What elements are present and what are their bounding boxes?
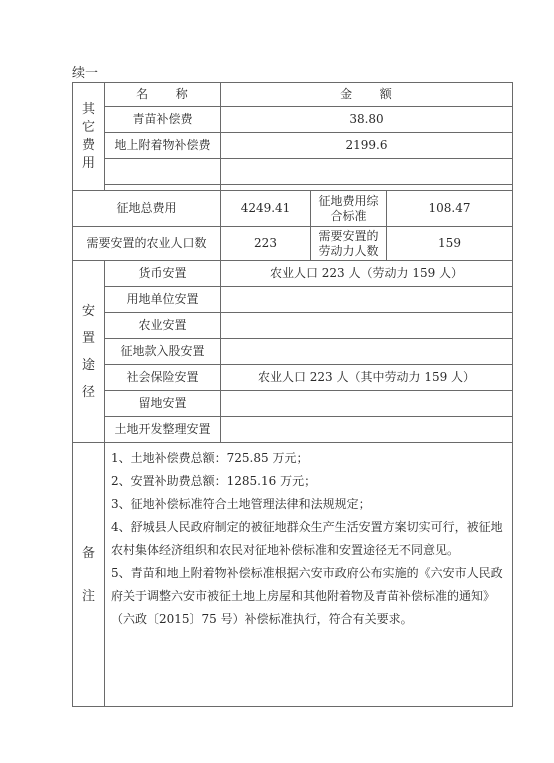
resettlement-row — [73, 391, 513, 417]
fees-header-row — [73, 83, 513, 107]
standard-label: 征地费用综合标准 — [311, 191, 387, 227]
resettlement-row — [73, 365, 513, 391]
resettlement-method: 土地开发整理安置 — [105, 417, 221, 443]
fee-name: 青苗补偿费 — [105, 107, 221, 133]
resettlement-detail: 农业人口 223 人（其中劳动力 159 人） — [221, 365, 513, 391]
resettlement-method: 征地款入股安置 — [105, 339, 221, 365]
fee-name: 地上附着物补偿费 — [105, 133, 221, 159]
resettlement-method: 留地安置 — [105, 391, 221, 417]
labor-value: 159 — [387, 227, 513, 261]
farm-population-value: 223 — [221, 227, 311, 261]
resettlement-detail — [221, 313, 513, 339]
note-item: 5、青苗和地上附着物补偿标准根据六安市政府公布实施的《六安市人民政府关于调整六安市被征土地上房屋和其他附着物及青苗补偿标准的通知》（六政〔2015〕75 号）补偿标准执行，符合有关要求。 — [111, 566, 503, 626]
farm-population-label: 需要安置的农业人口数 — [73, 227, 221, 261]
resettlement-detail — [221, 391, 513, 417]
resettlement-method: 社会保险安置 — [105, 365, 221, 391]
resettlement-row — [73, 261, 513, 287]
fee-amount: 38.80 — [221, 107, 513, 133]
continued-label: 续一 — [72, 66, 99, 81]
resettlement-method: 农业安置 — [105, 313, 221, 339]
fee-amount — [221, 159, 513, 185]
note-item: 3、征地补偿标准符合土地管理法律和法规规定； — [111, 497, 371, 511]
total-fee-label: 征地总费用 — [73, 191, 221, 227]
resettlement-detail — [221, 417, 513, 443]
other-fees-section-label: 其 它 费 用 — [73, 83, 105, 191]
note-item: 2、安置补助费总额：1285.16 万元； — [111, 474, 317, 488]
note-item: 4、舒城县人民政府制定的被征地群众生产生活安置方案切实可行，被征地农村集体经济组织和农民对征地补偿标准和安置途径无不同意见。 — [111, 520, 503, 557]
name-header: 名 称 — [105, 83, 221, 107]
labor-label: 需要安置的劳动力人数 — [311, 227, 387, 261]
resettlement-row — [73, 313, 513, 339]
summary-row-1 — [73, 191, 513, 227]
fee-row-empty — [73, 159, 513, 185]
resettlement-method: 用地单位安置 — [105, 287, 221, 313]
resettlement-detail: 农业人口 223 人（劳动力 159 人） — [221, 261, 513, 287]
resettlement-detail — [221, 287, 513, 313]
notes-row — [73, 443, 513, 707]
fee-amount: 2199.6 — [221, 133, 513, 159]
resettlement-row — [73, 287, 513, 313]
resettlement-row — [73, 339, 513, 365]
summary-row-2 — [73, 227, 513, 261]
land-acquisition-table — [72, 82, 513, 707]
resettlement-section-label: 安 置 途 径 — [73, 261, 105, 443]
fee-row — [73, 133, 513, 159]
resettlement-method: 货币安置 — [105, 261, 221, 287]
note-item: 1、土地补偿费总额：725.85 万元； — [111, 451, 309, 465]
resettlement-detail — [221, 339, 513, 365]
fee-row — [73, 107, 513, 133]
fee-name — [105, 159, 221, 185]
resettlement-row — [73, 417, 513, 443]
notes-body — [105, 443, 513, 707]
total-fee-value: 4249.41 — [221, 191, 311, 227]
notes-section-label: 备 注 — [73, 443, 105, 707]
amount-header: 金 额 — [221, 83, 513, 107]
standard-value: 108.47 — [387, 191, 513, 227]
